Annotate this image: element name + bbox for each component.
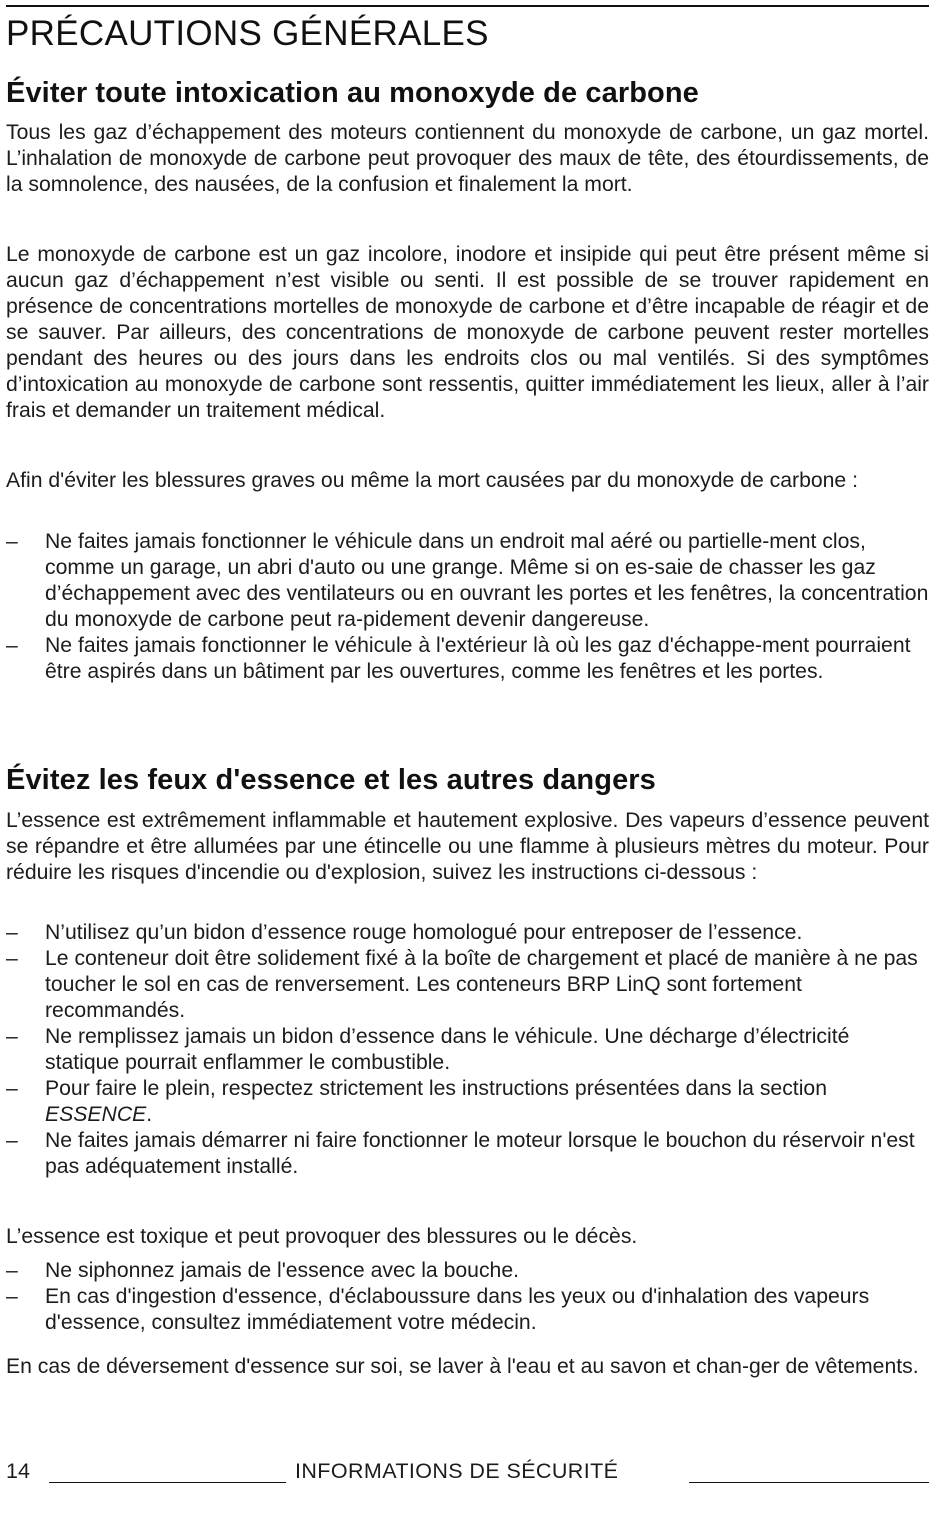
footer-rule-left xyxy=(49,1482,286,1483)
list-item-text: Ne faites jamais démarrer ni faire fonctionner le moteur lorsque le bouchon du réservoir n'est pas adéquatement installé. xyxy=(45,1129,915,1178)
dash-bullet: – xyxy=(6,921,18,944)
list-item-text: En cas d'ingestion d'essence, d'éclaboussure dans les yeux ou d'inhalation des vapeurs d'essence, consultez immédiatement votre médecin. xyxy=(45,1285,870,1334)
page-number: 14 xyxy=(6,1459,30,1483)
paragraph-text: En cas de déversement d'essence sur soi, se laver à l'eau et au savon et chan-ger de vêtements. xyxy=(6,1355,919,1378)
section-reference: ESSENCE xyxy=(45,1103,147,1126)
paragraph xyxy=(6,808,929,886)
list-item-text: Ne remplissez jamais un bidon d’essence dans le véhicule. Une décharge d’électricité statique pourrait enflammer le combustible. xyxy=(45,1025,850,1074)
paragraph xyxy=(6,242,929,424)
dash-bullet: – xyxy=(6,1077,18,1100)
paragraph xyxy=(6,1354,929,1380)
bullet-list xyxy=(6,529,929,685)
paragraph-text: L’essence est toxique et peut provoquer des blessures ou le décès. xyxy=(6,1225,638,1248)
top-rule xyxy=(6,5,929,7)
list-item-text-prefix: Pour faire le plein, respectez strictement les instructions présentées dans la section xyxy=(45,1077,827,1100)
dash-bullet: – xyxy=(6,1259,18,1282)
dash-bullet: – xyxy=(6,1285,18,1308)
list-item xyxy=(6,529,929,633)
list-item-text: Ne faites jamais fonctionner le véhicule dans un endroit mal aéré ou partielle-ment clos, comme un garage, un abri d'auto ou une grange. Même si on es-saie de chasser les gaz d’échappement avec des ventilateurs ou en ouvrant les portes et les fenêtres, la concentration du monoxyde de carbone peut ra-pidement devenir dangereuse. xyxy=(45,530,929,631)
paragraph-text: L’essence est extrêmement inflammable et hautement explosive. Des vapeurs d’essence peuvent se répandre et être allumées par une étincelle ou une flamme à plusieurs mètres du moteur. Pour réduire les risques d'incendie ou d'explosion, suivez les instructions ci-dessous : xyxy=(6,809,929,884)
dash-bullet: – xyxy=(6,1129,18,1152)
paragraph xyxy=(6,1224,929,1250)
paragraph xyxy=(6,468,929,494)
list-item-text: Ne siphonnez jamais de l'essence avec la bouche. xyxy=(45,1259,519,1282)
page-title: PRÉCAUTIONS GÉNÉRALES xyxy=(6,14,489,53)
list-item xyxy=(6,946,929,1024)
list-item-text xyxy=(45,1077,827,1126)
list-item-text: N’utilisez qu’un bidon d’essence rouge homologué pour entreposer de l’essence. xyxy=(45,921,803,944)
section-heading-fuel-fires: Évitez les feux d'essence et les autres dangers xyxy=(6,764,656,796)
paragraph-text: Le monoxyde de carbone est un gaz incolore, inodore et insipide qui peut être présent même si aucun gaz d’échappement n’est visible ou senti. Il est possible de se trouver rapidement en présence de concentrations mortelles de monoxyde de carbone et d’être incapable de réagir et de se sauver. Par ailleurs, des concentrations de monoxyde de carbone peuvent rester mortelles pendant des heures ou des jours dans les endroits clos ou mal ventilés. Si des symptômes d’intoxication au monoxyde de carbone sont ressentis, quitter immédiatement les lieux, aller à l’air frais et demander un traitement médical. xyxy=(6,243,929,422)
page-footer xyxy=(6,1459,929,1489)
list-item xyxy=(6,1076,929,1128)
paragraph-text: Tous les gaz d’échappement des moteurs contiennent du monoxyde de carbone, un gaz mortel. L’inhalation de monoxyde de carbone peut provoquer des maux de tête, des étourdissements, de la somnolence, des nausées, de la confusion et finalement la mort. xyxy=(6,121,929,196)
list-item-text: Ne faites jamais fonctionner le véhicule à l'extérieur là où les gaz d'échappe-ment pourraient être aspirés dans un bâtiment par les ouvertures, comme les fenêtres et les portes. xyxy=(45,634,911,683)
list-item xyxy=(6,1284,929,1336)
paragraph xyxy=(6,120,929,198)
dash-bullet: – xyxy=(6,1025,18,1048)
list-item xyxy=(6,920,929,946)
bullet-list xyxy=(6,1258,929,1336)
footer-rule-right xyxy=(689,1482,929,1483)
list-item xyxy=(6,633,929,685)
section-heading-carbon-monoxide: Éviter toute intoxication au monoxyde de carbone xyxy=(6,77,699,109)
paragraph-text: Afin d'éviter les blessures graves ou même la mort causées par du monoxyde de carbone : xyxy=(6,469,858,492)
bullet-list xyxy=(6,920,929,1180)
list-item-text-suffix: . xyxy=(146,1103,153,1126)
list-item xyxy=(6,1128,929,1180)
footer-title: INFORMATIONS DE SÉCURITÉ xyxy=(295,1459,619,1483)
dash-bullet: – xyxy=(6,530,18,553)
dash-bullet: – xyxy=(6,634,18,657)
dash-bullet: – xyxy=(6,947,18,970)
list-item xyxy=(6,1024,929,1076)
list-item-text: Le conteneur doit être solidement fixé à la boîte de chargement et placé de manière à ne pas toucher le sol en cas de renversement. Les conteneurs BRP LinQ sont fortement recommandés. xyxy=(45,947,918,1022)
list-item xyxy=(6,1258,929,1284)
